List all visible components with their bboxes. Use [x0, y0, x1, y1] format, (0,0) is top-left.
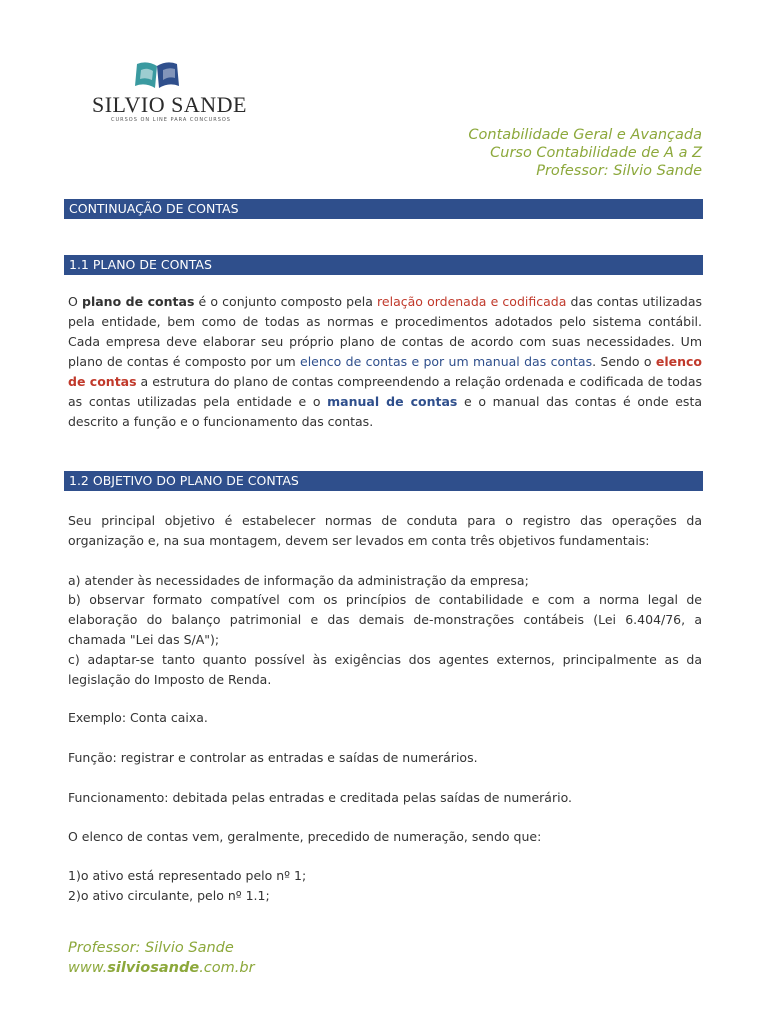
url-prefix: www.: [68, 960, 108, 976]
exemplo-line: Exemplo: Conta caixa.: [68, 710, 208, 725]
header-line-3: Professor: Silvio Sande: [536, 163, 702, 179]
list-item-2: 2)o ativo circulante, pelo nº 1.1;: [68, 888, 270, 903]
term-elenco-de-contas: elenco de contas: [68, 354, 702, 389]
term-elenco-manual: elenco de contas e por um manual das contas: [300, 354, 593, 369]
text: . Sendo o: [592, 354, 656, 369]
url-domain: silviosande: [107, 960, 200, 976]
footer-professor: Professor: Silvio Sande: [68, 940, 234, 956]
term-relacao-ordenada: relação ordenada e codificada: [377, 294, 567, 309]
elenco-line: O elenco de contas vem, geralmente, precedido de numeração, sendo que:: [68, 829, 542, 844]
text: O: [68, 294, 82, 309]
logo-tagline: CURSOS ON LINE PARA CONCURSOS: [111, 117, 231, 123]
header-line-1: Contabilidade Geral e Avançada: [468, 127, 702, 143]
plano-paragraph: [68, 292, 702, 432]
objetivo-item-b: b) observar formato compatível com os princípios de contabilidade e com a norma legal de elaboração do balanço patrimonial e das demais de-monstrações contábeis (Lei 6.404/76, a chamada "Lei das S/A");: [68, 592, 702, 647]
logo-brand: SILVIO SANDE: [92, 92, 247, 117]
footer-website[interactable]: [68, 958, 255, 978]
text: é o conjunto composto pela: [194, 294, 378, 309]
text: e o manual das contas é onde esta descrito a função e o funcionamento das contas.: [68, 394, 703, 429]
course-header: [468, 126, 702, 180]
funcao-line: Função: registrar e controlar as entradas e saídas de numerários.: [68, 750, 478, 765]
text: das contas utilizadas pela entidade, bem como de todas as normas e procedimentos adotados pelo sistema contábil. Cada empresa deve elaborar seu próprio plano de contas de acordo com suas necessidades. Um plano de contas é composto por um: [68, 294, 703, 369]
objetivo-item-a: a) atender às necessidades de informação da administração da empresa;: [68, 573, 529, 588]
section-heading-continuacao: CONTINUAÇÃO DE CONTAS: [64, 199, 703, 219]
objetivo-intro: Seu principal objetivo é estabelecer normas de conduta para o registro das operações da organização e, na sua montagem, devem ser levados em conta três objetivos fundamentais:: [68, 513, 702, 548]
section-heading-objetivo: 1.2 OBJETIVO DO PLANO DE CONTAS: [64, 471, 703, 491]
url-suffix: .com.br: [199, 960, 255, 976]
objetivo-item-c: c) adaptar-se tanto quanto possível às exigências dos agentes externos, principalmente as da legislação do Imposto de Renda.: [68, 652, 702, 687]
text: a estrutura do plano de contas compreendendo a relação ordenada e codificada de todas as contas utilizadas pela entidade e o: [68, 374, 702, 409]
section-heading-plano: 1.1 PLANO DE CONTAS: [64, 255, 703, 275]
term-plano-de-contas: plano de contas: [82, 294, 195, 309]
term-manual-de-contas: manual de contas: [327, 394, 458, 409]
footer: [68, 938, 255, 978]
logo: [85, 52, 247, 132]
book-icon: [133, 58, 193, 94]
header-line-2: Curso Contabilidade de A a Z: [490, 145, 702, 161]
funcionamento-line: Funcionamento: debitada pelas entradas e creditada pelas saídas de numerário.: [68, 790, 572, 805]
list-item-1: 1)o ativo está representado pelo nº 1;: [68, 868, 307, 883]
